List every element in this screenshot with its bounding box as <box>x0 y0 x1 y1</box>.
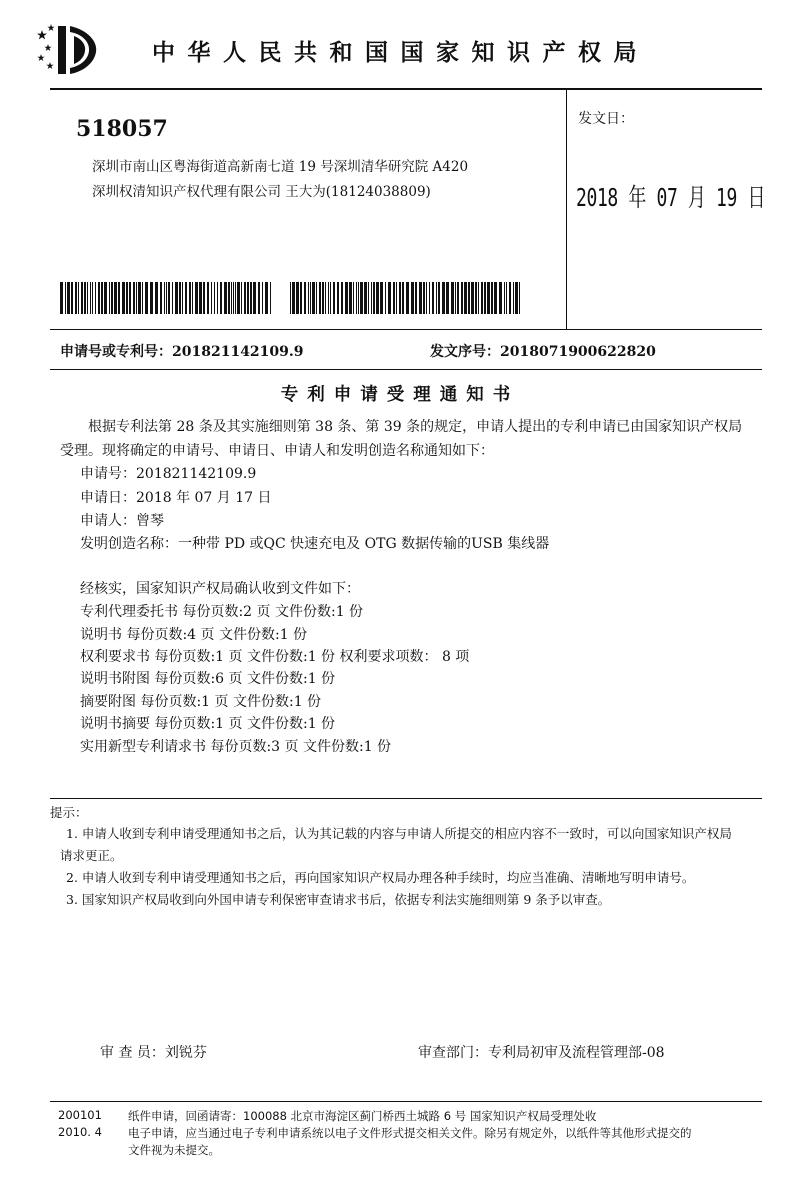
note-line: 3. 国家知识产权局收到向外国申请专利保密审查请求书后，依据专利法实施细则第 9 条予以审查。 <box>66 892 611 907</box>
dispatch-serial-line: 发文序号：2018071900622820 <box>430 344 656 360</box>
barcode-bar <box>438 282 440 314</box>
barcode-bar <box>308 282 309 314</box>
barcode-bar <box>330 282 331 314</box>
postcode: 518057 <box>76 116 168 142</box>
barcode-bar <box>185 282 187 314</box>
barcode-bar <box>509 282 511 314</box>
barcode-bar <box>484 282 486 314</box>
organization-name: 中华人民共和国国家知识产权局 <box>152 40 649 66</box>
barcode-bar <box>402 282 404 314</box>
application-number-line: 申请号或专利号：201821142109.9 <box>60 344 304 360</box>
barcode-bar <box>368 282 369 314</box>
intro-paragraph-line-2: 受理。现将确定的申请号、申请日、申请人和发明创造名称通知如下： <box>60 443 494 459</box>
field-application-number: 申请号：201821142109.9 <box>80 466 257 482</box>
barcode-bar <box>247 282 249 314</box>
note-line: 2. 申请人收到专利申请受理通知书之后，再向国家知识产权局办理各种手续时，均应当准确、清晰地写明申请号。 <box>66 870 695 885</box>
barcode-bar <box>376 282 379 314</box>
barcode-bar <box>312 282 315 314</box>
barcode-bar <box>214 282 215 314</box>
dispatch-date-label: 发文日： <box>578 111 634 127</box>
barcode-bar <box>411 282 414 314</box>
barcode-bar <box>337 282 339 314</box>
barcode-bar <box>358 282 359 314</box>
barcode-bar <box>504 282 505 314</box>
barcode-bar <box>98 282 100 314</box>
barcode-bar <box>481 282 483 314</box>
notes-heading: 提示： <box>50 805 88 820</box>
barcode-bar <box>423 282 425 314</box>
barcode-bar <box>168 282 170 314</box>
barcode-bar <box>237 282 240 314</box>
document-row: 权利要求书 每份页数:1 页 文件份数:1 份 权利要求项数： 8 项 <box>80 649 470 665</box>
barcode-bar <box>415 282 417 314</box>
barcode-bar <box>195 282 198 314</box>
barcode-bar <box>118 282 120 314</box>
footer-line-1: 纸件申请，回函请寄：100088 北京市海淀区蓟门桥西土城路 6 号 国家知识产权局受理处收 <box>128 1109 597 1123</box>
barcode-bar <box>87 282 88 314</box>
barcode-bar <box>393 282 395 314</box>
barcode-bar <box>333 282 335 314</box>
field-invention-name: 发明创造名称：一种带 PD 或QC 快速充电及 OTG 数据传输的USB 集线器 <box>80 536 550 552</box>
barcode-bar <box>319 282 321 314</box>
cnipa-emblem-icon <box>36 22 102 76</box>
barcode-bar <box>126 282 128 314</box>
barcode-bar <box>233 282 234 314</box>
barcode-bar <box>228 282 230 314</box>
document-row: 说明书 每份页数:4 页 文件份数:1 份 <box>80 627 308 643</box>
barcode-bar <box>224 282 227 314</box>
address-box-divider <box>50 329 762 330</box>
barcode-bar <box>244 282 246 314</box>
footer-line-2: 电子申请，应当通过电子专利申请系统以电子文件形式提交相关文件。除另有规定外，以纸件等其他形式提交的 <box>128 1126 692 1140</box>
verification-intro: 经核实，国家知识产权局确认收到文件如下： <box>80 581 360 597</box>
examiner: 审 查 员：刘锐芬 <box>100 1045 207 1061</box>
barcode-bar <box>328 282 329 314</box>
barcode-bar <box>262 282 263 314</box>
barcode-bar <box>235 282 236 314</box>
barcode-bar <box>220 282 222 314</box>
barcode-bar <box>478 282 479 314</box>
barcode-bar <box>138 282 141 314</box>
barcode-bar <box>217 282 218 314</box>
barcode-bar <box>160 282 162 314</box>
barcode-bar <box>457 282 459 314</box>
barcode-bar <box>494 282 497 314</box>
barcode-bar <box>419 282 422 314</box>
barcode-bar <box>506 282 507 314</box>
barcode-bar <box>380 282 383 314</box>
barcode-bar <box>111 282 113 314</box>
barcode-right <box>290 282 522 314</box>
address-box-separator <box>566 89 567 329</box>
barcode-bar <box>455 282 456 314</box>
barcode-bar <box>60 282 63 314</box>
barcode-bar <box>451 282 454 314</box>
barcode-bar <box>446 282 449 314</box>
barcode-bar <box>442 282 445 314</box>
barcode-bar <box>468 282 470 314</box>
barcode-bar <box>300 282 302 314</box>
barcode-bar <box>133 282 135 314</box>
barcode-bar <box>316 282 317 314</box>
intro-paragraph-line-1: 根据专利法第 28 条及其实施细则第 38 条、第 39 条的规定，申请人提出的专利申请已由国家知识产权局 <box>88 419 743 435</box>
barcode-bar <box>192 282 193 314</box>
barcode-bar <box>513 282 514 314</box>
document-row: 实用新型专利请求书 每份页数:3 页 文件份数:1 份 <box>80 739 392 755</box>
barcode-bar <box>109 282 110 314</box>
barcode-bar <box>203 282 205 314</box>
barcode-bar <box>122 282 125 314</box>
barcode-bar <box>241 282 242 314</box>
barcode-bar <box>101 282 103 314</box>
barcode-bar <box>371 282 372 314</box>
barcode-bar <box>436 282 437 314</box>
barcode-bar <box>145 282 148 314</box>
barcode-bar <box>81 282 83 314</box>
barcode-bar <box>353 282 354 314</box>
barcode-left <box>60 282 272 314</box>
barcode-bar <box>325 282 326 314</box>
document-row: 说明书摘要 每份页数:1 页 文件份数:1 份 <box>80 716 336 732</box>
barcode-bar <box>341 282 343 314</box>
barcode-bar <box>253 282 256 314</box>
barcode-bar <box>84 282 86 314</box>
barcode-bar <box>429 282 430 314</box>
barcode-bar <box>515 282 518 314</box>
barcode-bar <box>142 282 143 314</box>
note-line: 请求更正。 <box>60 848 123 863</box>
barcode-bar <box>304 282 306 314</box>
field-application-date: 申请日：2018 年 07 月 17 日 <box>80 490 272 506</box>
notes-divider <box>50 798 762 799</box>
barcode-bar <box>211 282 212 314</box>
barcode-bar <box>432 282 434 314</box>
barcode-bar <box>385 282 386 314</box>
barcode-bar <box>78 282 79 314</box>
document-row: 说明书附图 每份页数:6 页 文件份数:1 份 <box>80 671 336 687</box>
footer-line-3: 文件视为未提交。 <box>128 1143 220 1157</box>
barcode-bar <box>92 282 93 314</box>
field-applicant: 申请人：曾琴 <box>80 513 164 529</box>
barcode-bar <box>95 282 96 314</box>
barcode-bar <box>464 282 467 314</box>
barcode-bar <box>71 282 73 314</box>
barcode-bar <box>296 282 299 314</box>
recipient-agent: 深圳权清知识产权代理有限公司 王大为(18124038809) <box>92 184 431 200</box>
barcode-bar <box>150 282 153 314</box>
form-version-date: 2010. 4 <box>58 1125 102 1139</box>
notice-title: 专利申请受理通知书 <box>280 385 520 405</box>
barcode-bar <box>207 282 209 314</box>
barcode-bar <box>364 282 367 314</box>
barcode-bar <box>75 282 77 314</box>
barcode-bar <box>172 282 173 314</box>
barcode-bar <box>290 282 291 314</box>
barcode-bar <box>373 282 375 314</box>
barcode-bar <box>292 282 295 314</box>
footer-divider <box>50 1101 762 1102</box>
barcode-bar <box>182 282 183 314</box>
form-code: 200101 <box>58 1108 102 1122</box>
barcode-bar <box>250 282 252 314</box>
barcode-bar <box>519 282 520 314</box>
recipient-address: 深圳市南山区粤海街道高新南七道 19 号深圳清华研究院 A420 <box>92 159 469 175</box>
barcode-bar <box>388 282 391 314</box>
barcode-bar <box>360 282 363 314</box>
barcode-bar <box>155 282 158 314</box>
numbers-divider <box>50 369 762 370</box>
barcode-bar <box>136 282 137 314</box>
barcode-bar <box>189 282 191 314</box>
barcode-bar <box>65 282 66 314</box>
barcode-bar <box>104 282 107 314</box>
barcode-bar <box>129 282 131 314</box>
barcode-bar <box>258 282 260 314</box>
barcode-bar <box>265 282 268 314</box>
barcode-bar <box>475 282 477 314</box>
document-row: 专利代理委托书 每份页数:2 页 文件份数:1 份 <box>80 604 364 620</box>
barcode-bar <box>349 282 352 314</box>
barcode-bar <box>399 282 401 314</box>
barcode-bar <box>67 282 70 314</box>
barcode-bar <box>396 282 397 314</box>
barcode-bar <box>114 282 117 314</box>
barcode-bar <box>322 282 324 314</box>
header-divider <box>50 88 762 90</box>
barcode-bar <box>487 282 490 314</box>
barcode-bar <box>345 282 348 314</box>
barcode-bar <box>499 282 502 314</box>
barcode-bar <box>164 282 165 314</box>
document-row: 摘要附图 每份页数:1 页 文件份数:1 份 <box>80 694 322 710</box>
barcode-bar <box>356 282 357 314</box>
barcode-bar <box>166 282 167 314</box>
barcode-bar <box>175 282 178 314</box>
barcode-bar <box>199 282 202 314</box>
dispatch-date: 2018 年 07 月 19 日 <box>576 183 766 212</box>
barcode-bar <box>90 282 91 314</box>
barcode-bar <box>471 282 474 314</box>
barcode-bar <box>179 282 181 314</box>
note-line: 1. 申请人收到专利申请受理通知书之后，认为其记载的内容与申请人所提交的相应内容不一致时，可以向国家知识产权局 <box>66 826 732 841</box>
barcode-bar <box>426 282 427 314</box>
examining-department: 审查部门：专利局初审及流程管理部-08 <box>418 1045 665 1061</box>
barcode-bar <box>461 282 463 314</box>
barcode-bar <box>231 282 232 314</box>
barcode-bar <box>310 282 311 314</box>
barcode-bar <box>406 282 409 314</box>
barcode-bar <box>270 282 271 314</box>
barcode-bar <box>491 282 493 314</box>
